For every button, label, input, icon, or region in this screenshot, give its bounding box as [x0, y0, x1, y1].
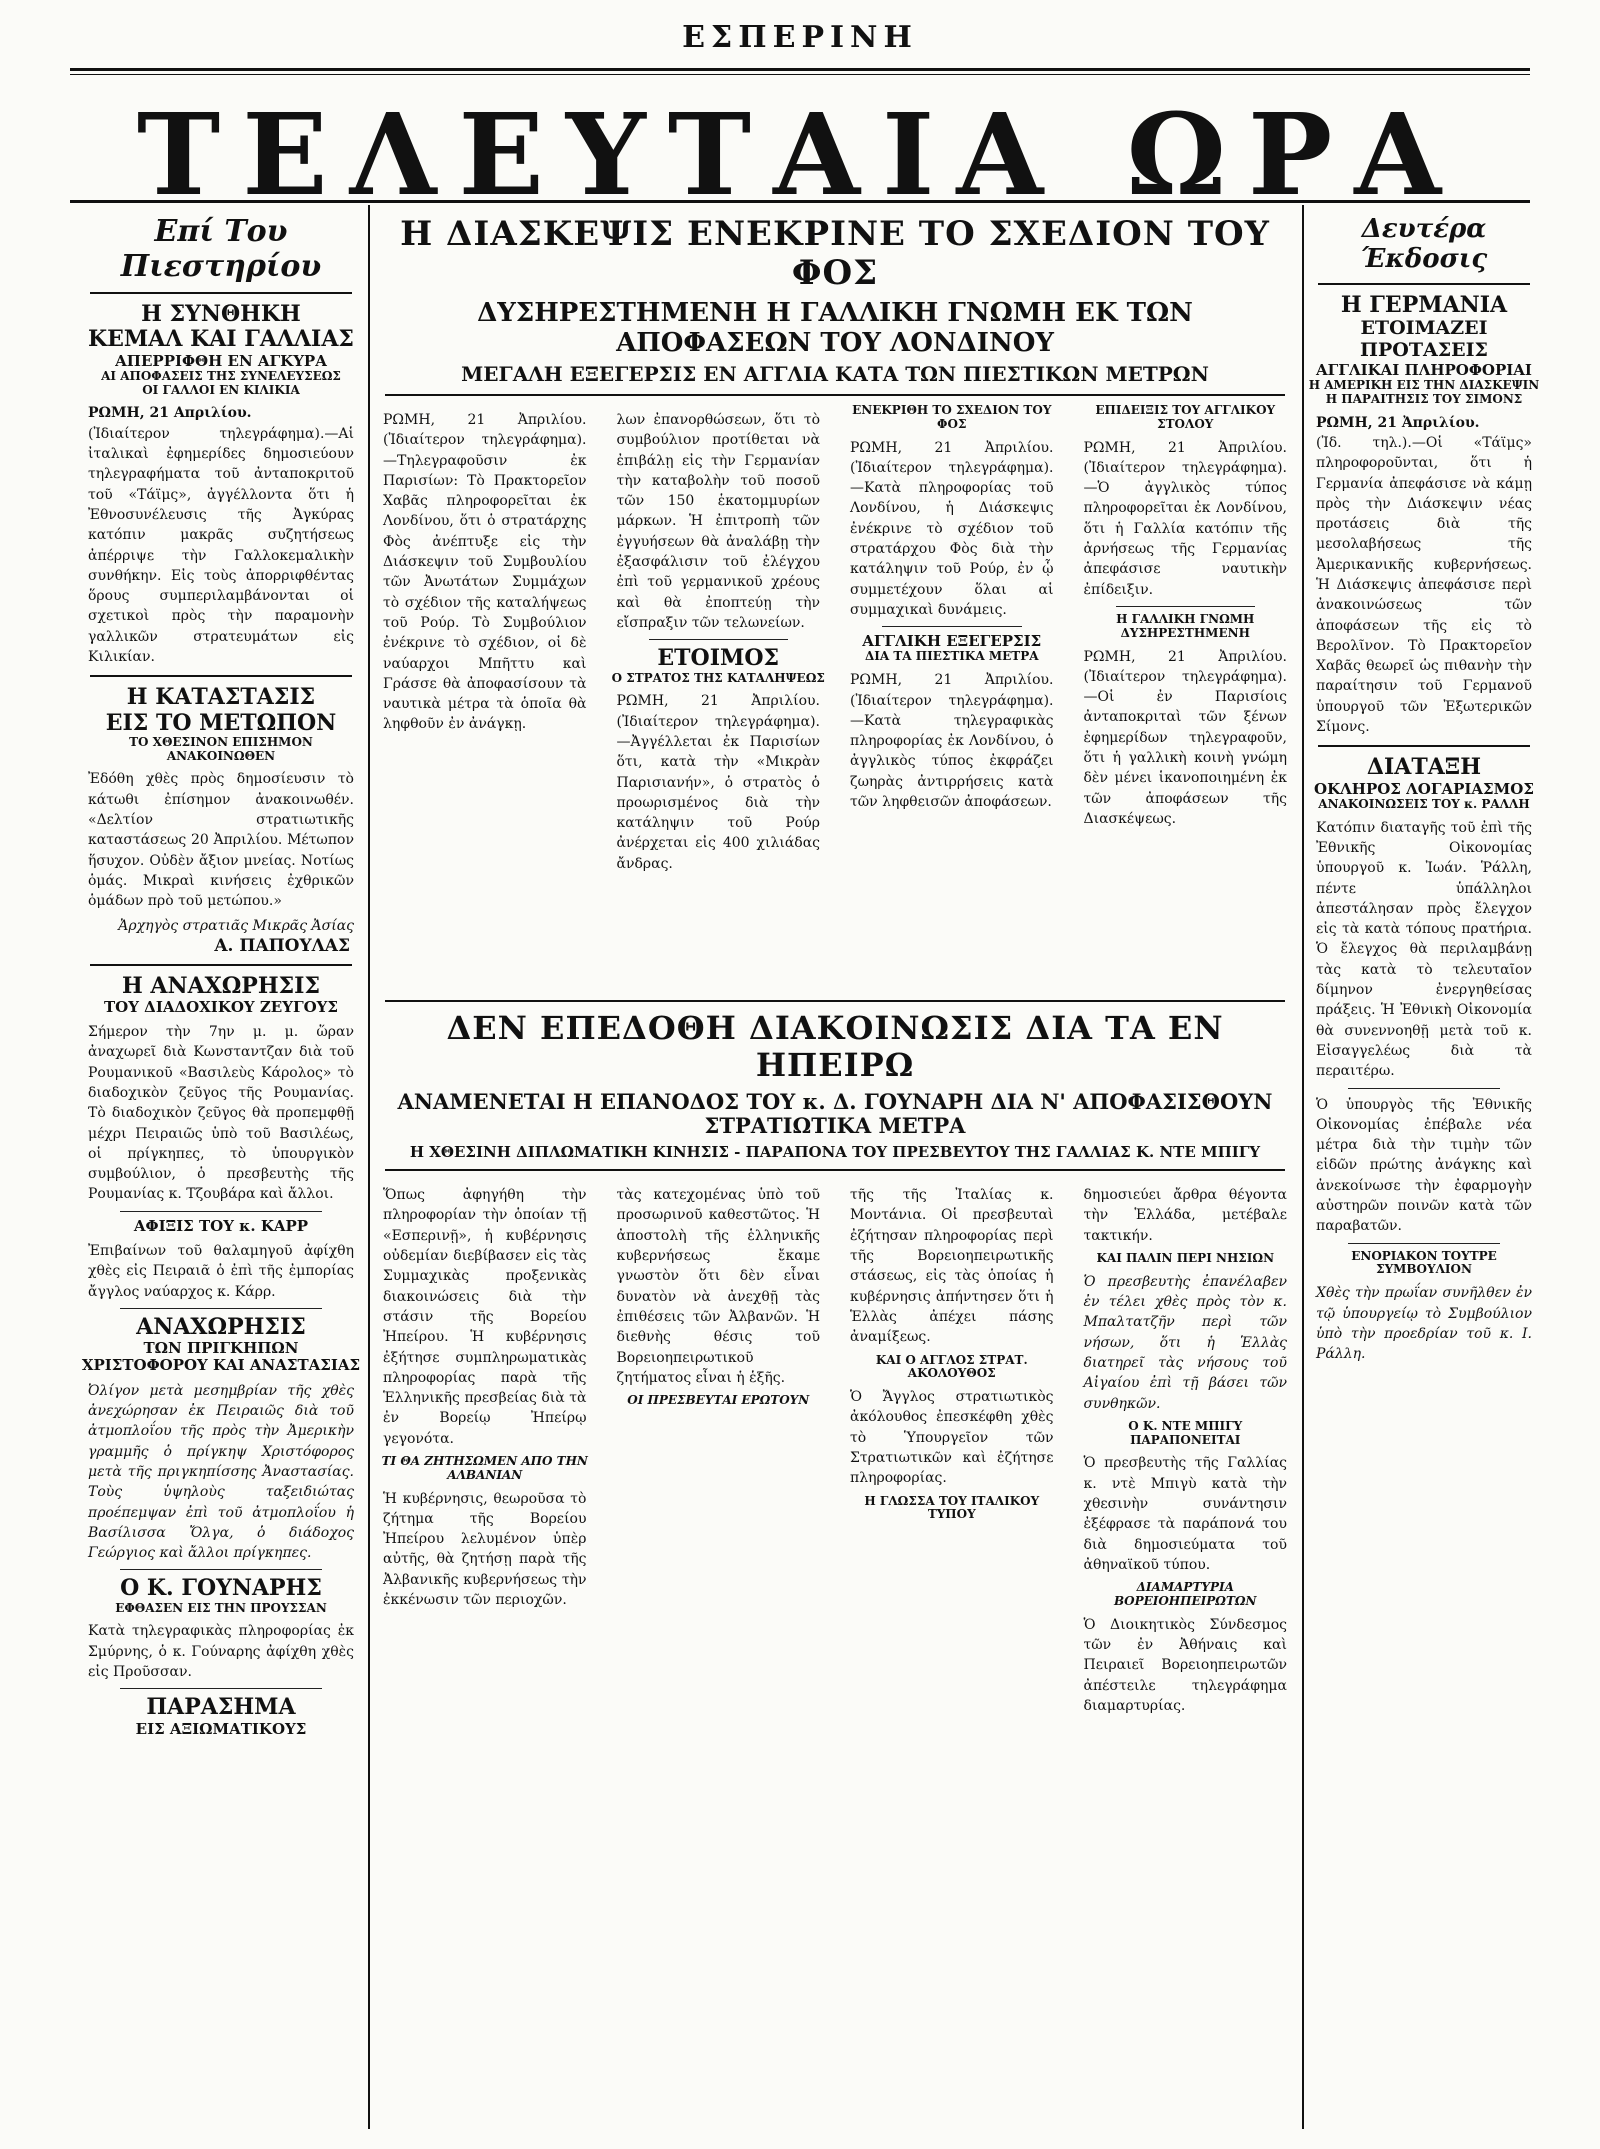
mid-headline: ΔΕΝ ΕΠΕΔΟΘΗ ΔΙΑΚΟΙΝΩΣΙΣ ΔΙΑ ΤΑ ΕΝ ΗΠΕΙΡΩ — [446, 1009, 1224, 1084]
right-column — [1308, 215, 1540, 2129]
story-body: Ὁ πρεσβευτὴς τῆς Γαλλίας κ. ντὲ Μπιγὺ κατὰ τὴν χθεσινὴν συνάντησιν ἐξέφρασε τὰ παράπονά του διὰ δημοσιεύματα τοῦ ἀθηναϊκοῦ τύπου. — [1083, 1455, 1287, 1573]
top-rule-thin — [70, 74, 1530, 75]
story-subhead: ΑΠΕΡΡΙΦΘΗ ΕΝ ΑΓΚΥΡΑ — [115, 351, 327, 370]
divider — [1318, 283, 1530, 285]
story-headline: ΚΕΜΑΛ ΚΑΙ ΓΑΛΛΙΑΣ — [88, 326, 354, 353]
story-headline: ΕΤΟΙΜΑΖΕΙ ΠΡΟΤΑΣΕΙΣ — [1360, 317, 1488, 361]
story-body: Ἐπιβαίνων τοῦ θαλαμηγοῦ ἀφίχθη χθὲς εἰς Πειραιᾶ ὁ ἐπὶ τῆς ἐμπορίας ἄγγλος ναύαρχος κ. Κάρρ. — [88, 1243, 354, 1300]
story-body: Σήμερον τὴν 7ην μ. μ. ὥραν ἀναχωρεῖ διὰ Κωνσταντζαν διὰ τοῦ Ρουμανικοῦ «Βασιλεὺς Κάρολος» τὸ διαδοχικὸν ζεῦγος τῆς Ρουμανίας. Τὸ διαδοχικὸν ζεῦγος θὰ προπεμφθῇ μέχρι Πειραιῶς ὑπὸ τοῦ Βασιλέως, οἱ πρίγκηπες, τὸ ὑπουργικὸν συμβούλιον, ὁ πρεσβευτὴς τῆς Ρουμανίας κ. Τζουβάρα καὶ ἄλλοι. — [88, 1024, 354, 1203]
story-title: ΠΑΡΑΣΗΜΑ — [146, 1694, 296, 1721]
story-body: ΡΩΜΗ, 21 Ἀπριλίου. (Ἰδιαίτερον τηλεγράφημα).—Ὁ ἀγγλικὸς τύπος πληροφορεῖται ἐκ Λονδίνου, ὅτι ἡ Γαλλία κατόπιν τῆς ἀρνήσεως τῆς Γερμανίας ἀπεφάσισε ναυτικὴν ἐπίδειξιν. — [1083, 439, 1287, 598]
story-body: δημοσιεύει ἄρθρα θέγοντα τὴν Ἑλλάδα, μετέβαλε τακτικήν. — [1083, 1187, 1287, 1244]
story-body: λων ἐπανορθώσεων, ὅτι τὸ συμβούλιον προτίθεται νὰ ἐπιβάλῃ εἰς τὴν Γερμανίαν τὴν καταβολὴν τοῦ ποσοῦ τῶν 150 ἑκατομμυρίων μάρκων. Ἡ ἐπιτροπὴ τῶν ἐγγυήσεων θὰ ἀναλάβῃ τὴν ἐξασφάλισιν τοῦ ἐλέγχου ἐπὶ τοῦ γερμανικοῦ χρέους καὶ θὰ ἐποπτεύῃ τὴν εἴσπραξιν τῶν τελωνείων. — [616, 411, 820, 631]
text-column — [1076, 404, 1296, 1054]
section-title: ΤΕΛΕΥΤΑΙΑ ΩΡΑ — [136, 90, 1464, 221]
text-column — [1076, 1179, 1296, 1722]
center-mid-columns — [375, 1179, 1295, 1722]
story-headline: ΕΝΟΡΙΑΚΟΝ ΤΟΥΤΡΕ ΣΥΜΒΟΥΛΙΟΝ — [1351, 1248, 1497, 1277]
story-title: Η ΚΑΤΑΣΤΑΣΙΣ — [126, 684, 316, 711]
kicker-left: Επί Του Πιεστηρίου — [120, 215, 322, 284]
story-subhead: ΟΙ ΠΡΕΣΒΕΥΤΑΙ ΕΡΩΤΟΥΝ — [627, 1393, 810, 1408]
story-body: Ὁ πρεσβευτὴς ἐπανέλαβεν ἐν τέλει χθὲς πρὸς τὸν κ. Μπαλτατζῆν περὶ τῶν νήσων, ὅτι ἡ Ἑλλὰς διατηρεῖ τὰς νήσους τοῦ Αἰγαίου ἐπὶ τῇ βάσει τῶν συνθηκῶν. — [1083, 1273, 1287, 1412]
story-subhead: ΕΦΘΑΣΕΝ ΕΙΣ ΤΗΝ ΠΡΟΥΣΣΑΝ — [115, 1600, 327, 1615]
story-body: τὰς κατεχομένας ὑπὸ τοῦ προσωρινοῦ καθεστῶτος. Ἡ ἀποστολὴ τῆς ἑλληνικῆς κυβερνήσεως ἔκαμε γνωστὸν ὅτι δὲν εἶναι δυνατὸν νὰ ἀνεχθῇ τὰς ἐπιθέσεις τῶν Ἀλβανῶν. Ἡ διεθνὴς θέσις τοῦ Βορειοηπειρωτικοῦ ζητήματος εἶναι ἡ ἑξῆς. — [616, 1187, 820, 1386]
story-title: ΔΙΑΤΑΞΗ — [1366, 754, 1482, 781]
story-body: Ἡ κυβέρνησις, θεωροῦσα τὸ ζήτημα τῆς Βορείου Ἠπείρου λελυμένον ὑπὲρ αὐτῆς, θὰ ζητήσῃ παρὰ τῆς Ἀλβανικῆς κυβερνήσεως τὴν ἐκκένωσιν τῶν περιοχῶν. — [383, 1490, 587, 1609]
story-headline: ΟΚΛΗΡΟΣ ΛΟΓΑΡΙΑΣΜΟΣ — [1314, 779, 1534, 798]
story-subhead: ΕΠΙΔΕΙΞΙΣ ΤΟΥ ΑΓΓΛΙΚΟΥ ΣΤΟΛΟΥ — [1095, 403, 1276, 431]
story-subhead: Η ΠΑΡΑΙΤΗΣΙΣ ΤΟΥ ΣΙΜΟΝΣ — [1325, 391, 1523, 406]
center-mid-story — [375, 1000, 1295, 2120]
main-subhead: ΔΥΣΗΡΕΣΤΗΜΕΝΗ Η ΓΑΛΛΙΚΗ ΓΝΩΜΗ ΕΚ ΤΩΝ ΑΠΟΦΑΣΕΩΝ ΤΟΥ ΛΟΝΔΙΝΟΥ — [477, 298, 1193, 359]
divider — [90, 292, 352, 294]
divider — [120, 1308, 322, 1309]
story-subhead: ΤΙ ΘΑ ΖΗΤΗΣΩΜΕΝ ΑΠΟ ΤΗΝ ΑΛΒΑΝΙΑΝ — [381, 1453, 588, 1482]
story-headline: ΤΩΝ ΠΡΙΓΚΗΠΩΝ ΧΡΙΣΤΟΦΟΡΟΥ ΚΑΙ ΑΝΑΣΤΑΣΙΑΣ — [81, 1339, 361, 1375]
divider — [120, 1569, 322, 1570]
divider — [385, 1000, 1285, 1002]
story-body: ΡΩΜΗ, 21 Ἀπριλίου. (Ἰδιαίτερον τηλεγράφημα).—Τηλεγραφοῦσιν ἐκ Παρισίων: Τὸ Πρακτορεῖον Χαβᾶς πληροφορεῖται ἐκ Λονδίνου, ὅτι ὁ στρατάρχης Φὸς ἀνέπτυξε εἰς τὴν Διάσκεψιν τοῦ Συμβουλίου τῶν Ἀνωτάτων Συμμάχων τὸ σχέδιον τῆς καταλήψεως τοῦ Ρούρ. Τὸ Συμβούλιον ἐνέκρινε τὸ σχέδιον, οἱ δὲ ναύαρχοι Μπῆττυ καὶ Γράσσε θὰ ἀποφασίσουν τὰ ναυτικὰ μέτρα τὰ ὁποῖα θὰ ληφθοῦν ἐν ἀνάγκῃ. — [383, 411, 587, 733]
story-dateline: ΡΩΜΗ, 21 Ἀπριλίου. — [1316, 414, 1480, 431]
story-body: Ὁ Ἄγγλος στρατιωτικὸς ἀκόλουθος ἐπεσκέφθη χθὲς τὸ Ὑπουργεῖον τῶν Στρατιωτικῶν καὶ ἐζήτησε πληροφορίας. — [850, 1389, 1054, 1487]
left-column — [80, 215, 362, 2129]
story-dateline: ΡΩΜΗ, 21 Απριλίου. — [88, 405, 252, 422]
main-deck: ΜΕΓΑΛΗ ΕΞΕΓΕΡΣΙΣ ΕΝ ΑΓΓΛΙΑ ΚΑΤΑ ΤΩΝ ΠΙΕΣΤΙΚΩΝ ΜΕΤΡΩΝ — [461, 361, 1209, 386]
text-column — [842, 404, 1062, 1054]
story-subhead: Η ΑΜΕΡΙΚΗ ΕΙΣ ΤΗΝ ΔΙΑΣΚΕΨΙΝ — [1308, 378, 1540, 393]
story-subhead: ΕΝΕΚΡΙΘΗ ΤΟ ΣΧΕΔΙΟΝ ΤΟΥ ΦΟΣ — [852, 403, 1052, 431]
story-subhead: Η ΓΑΛΛΙΚΗ ΓΝΩΜΗ ΔΥΣΗΡΕΣΤΗΜΕΝΗ — [1116, 611, 1255, 640]
text-column — [375, 404, 595, 1054]
story-body: Κατὰ τηλεγραφικὰς πληροφορίας ἐκ Σμύρνης, ὁ κ. Γούναρης ἀφίχθη χθὲς εἰς Προῦσσαν. — [88, 1623, 354, 1681]
story-body: Ἐδόθη χθὲς πρὸς δημοσίευσιν τὸ κάτωθι ἐπίσημον ἀνακοινωθέν. «Δελτίον στρατιωτικῆς καταστάσεως 20 Ἀπριλίου. Μέτωπον ἥσυχον. Οὐδὲν ἄξιον μνείας. Νοτίως ὁμάς. Μικραὶ κινήσεις ἐχθρικῶν ὁμάδων πρὸ τοῦ μετώπου.» — [88, 771, 354, 910]
divider — [385, 1169, 1285, 1171]
divider — [649, 639, 789, 640]
story-subhead: ΔΙΑΜΑΡΤΥΡΙΑ ΒΟΡΕΙΟΗΠΕΙΡΩΤΩΝ — [1113, 1580, 1257, 1609]
signature-line: Ἀρχηγὸς στρατιᾶς Μικρᾶς Ἀσίας — [118, 917, 354, 934]
story-title: Η ΓΕΡΜΑΝΙΑ — [1340, 291, 1508, 318]
story-title: ΑΝΑΧΩΡΗΣΙΣ — [136, 1313, 306, 1340]
story-body: Ὁ Διοικητικὸς Σύνδεσμος τῶν ἐν Ἀθήναις καὶ Πειραιεῖ Βορειοηπειρωτῶν ἀπέστειλε τηλεγράφημα διαμαρτυρίας. — [1083, 1616, 1287, 1715]
signature-name: Α. ΠΑΠΟΥΛΑΣ — [214, 935, 350, 956]
kicker-right: Δευτέρα Έκδοσις — [1360, 215, 1488, 274]
divider — [385, 394, 1285, 396]
center-top-columns — [375, 404, 1295, 1054]
story-headline: ΑΓΓΛΙΚΗ ΕΞΕΓΕΡΣΙΣ — [862, 632, 1042, 651]
masthead-bottom-rule — [70, 200, 1530, 203]
story-headline: ΕΤΟΙΜΟΣ — [657, 645, 780, 672]
center-top-story — [375, 215, 1295, 1054]
story-subhead: ΚΑΙ Ο ΑΓΓΛΟΣ ΣΤΡΑΤ. ΑΚΟΛΟΥΘΟΣ — [875, 1352, 1028, 1381]
paper-name: ΕΣΠΕΡΙΝΗ — [682, 20, 918, 55]
story-subhead: ΑΓΓΛΙΚΑΙ ΠΛΗΡΟΦΟΡΙΑΙ — [1316, 360, 1532, 379]
divider — [120, 1211, 322, 1212]
column-divider-right — [1302, 205, 1304, 2129]
story-body: Ὀλίγον μετὰ μεσημβρίαν τῆς χθὲς ἀνεχώρησαν ἐκ Πειραιῶς διὰ τοῦ ἀτμοπλοΐου τῆς πρὸς τὴν Ἀμερικὴν γραμμῆς ὁ πρίγκηψ Χριστόφορος μετὰ τῆς πριγκηπίσσης Ἀναστασίας. Τοὺς ὑψηλοὺς ταξειδιώτας προέπεμψαν ἐπὶ τοῦ ἀτμοπλοΐου ἡ Βασίλισσα Ὄλγα, ὁ διάδοχος Γεώργιος καὶ ἄλλοι πρίγκηπες. — [88, 1382, 354, 1562]
story-subhead: ΤΟ ΧΘΕΣΙΝΟΝ ΕΠΙΣΗΜΟΝ ΑΝΑΚΟΙΝΩΘΕΝ — [129, 734, 313, 763]
story-subhead: ΔΙΑ ΤΑ ΠΙΕΣΤΙΚΑ ΜΕΤΡΑ — [864, 649, 1039, 664]
story-body: ΡΩΜΗ, 21 Ἀπριλίου. (Ἰδιαίτερον τηλεγράφημα).—Ἀγγέλλεται ἐκ Παρισίων ὅτι, κατὰ τὴν «Μικρὰν Παρισιανήν», ὁ στρατὸς ὁ προωρισμένος διὰ τὴν κατάληψιν τοῦ Ρούρ ἀνέρχεται εἰς 400 χιλιάδας ἄνδρας. — [616, 693, 820, 872]
divider — [1348, 1243, 1500, 1244]
story-body: ΡΩΜΗ, 21 Ἀπριλίου. (Ἰδιαίτερον τηλεγράφημα).—Κατὰ πληροφορίας τοῦ Λονδίνου, ἡ Διάσκεψις ἐνέκρινε τὸ σχέδιον τοῦ στρατάρχου Φὸς διὰ τὴν κατάληψιν τοῦ Ρούρ, ἐν ᾧ συμμετέχουν ὅλαι αἱ συμμαχικαὶ δυνάμεις. — [850, 439, 1054, 618]
text-column — [609, 404, 829, 1054]
story-body: ΡΩΜΗ, 21 Ἀπριλίου. (Ἰδιαίτερον τηλεγράφημα).—Οἱ ἐν Παρισίοις ἀνταποκριταὶ τῶν ξένων ἐφημερίδων τηλεγραφοῦν, ὅτι ἡ γαλλικὴ κοινὴ γνώμη δὲν μένει ἱκανοποιημένη ἐκ τῶν ἀποφάσεων τῆς Διασκέψεως. — [1083, 648, 1287, 827]
story-subhead: Η ΓΛΩΣΣΑ ΤΟΥ ΙΤΑΛΙΚΟΥ ΤΥΠΟΥ — [864, 1493, 1040, 1522]
story-subhead: ΑΝΑΚΟΙΝΩΣΕΙΣ ΤΟΥ κ. ΡΑΛΛΗ — [1318, 796, 1530, 811]
divider — [120, 1688, 322, 1689]
story-body: Κατόπιν διαταγῆς τοῦ ἐπὶ τῆς Ἐθνικῆς Οἰκονομίας ὑπουργοῦ κ. Ἰωάν. Ῥάλλη, πέντε ὑπάλληλοι ἀπεστάλησαν πρὸς ἔλεγχον εἰς τὰ κατὰ τόπους πρατήρια. Ὁ ἔλεγχος θὰ περιλαμβάνῃ τὰς κατὰ τὸ τελευταῖον δίμηνον ἐνεργηθείσας πράξεις. Ἡ Ἐθνικὴ Οἰκονομία θὰ συνεννοηθῇ μετὰ τοῦ κ. Εἰσαγγελέως διὰ τὰ περαιτέρω. — [1316, 819, 1532, 1080]
story-subhead: Ο ΣΤΡΑΤΟΣ ΤΗΣ ΚΑΤΑΛΗΨΕΩΣ — [611, 670, 825, 685]
story-title: Η ΣΥΝΘΗΚΗ — [141, 301, 301, 327]
divider — [90, 964, 352, 966]
divider — [1318, 745, 1530, 747]
story-body: Χθὲς τὴν πρωΐαν συνῆλθεν ἐν τῷ ὑπουργείῳ τὸ Συμβούλιον ὑπὸ τὴν προεδρίαν τοῦ κ. Ι. Ράλλη. — [1316, 1285, 1532, 1363]
divider — [90, 675, 352, 677]
story-headline: ΤΟΥ ΔΙΑΔΟΧΙΚΟΥ ΖΕΥΓΟΥΣ — [104, 997, 338, 1016]
text-column — [375, 1179, 595, 1722]
story-headline: Ο Κ. ΓΟΥΝΑΡΗΣ — [120, 1575, 322, 1602]
story-body: Ὁ ὑπουργὸς τῆς Ἐθνικῆς Οἰκονομίας ἐπέβαλε νέα μέτρα διὰ τὴν τιμὴν τῶν εἰδῶν πρώτης ἀνάγκης καὶ ἀνεκοίνωσε τὴν ἐφαρμογὴν αὐστηρῶν ποινῶν κατὰ τῶν παραβατῶν. — [1316, 1096, 1532, 1235]
story-body: (Ἰδ. τηλ.).—Οἱ «Τάϊμς» πληροφοροῦνται, ὅτι ἡ Γερμανία ἀπεφάσισε νὰ κάμῃ πρὸς τὴν Διάσκεψιν νέας προτάσεις διὰ τῆς μεσολαβήσεως τῆς Ἀμερικανικῆς κυβερνήσεως. Ἡ Διάσκεψις ἀπεφάσισε περὶ ἀνακοινώσεως τῶν ἀποφάσεων τῆς εἰς τὸ Βερολῖνον. Τὸ Πρακτορεῖον Χαβᾶς θεωρεῖ ὡς πιθανὴν τὴν παραίτησιν τοῦ Γερμανοῦ ὑπουργοῦ τῶν Ἐξωτερικῶν Σίμονς. — [1316, 434, 1532, 736]
story-headline: ΕΙΣ ΤΟ ΜΕΤΩΠΟΝ — [105, 709, 337, 736]
top-rule — [70, 68, 1530, 71]
story-subhead: ΚΑΙ ΠΑΛΙΝ ΠΕΡΙ ΝΗΣΙΩΝ — [1096, 1251, 1275, 1266]
main-headline: Η ΔΙΑΣΚΕΨΙΣ ΕΝΕΚΡΙΝΕ ΤΟ ΣΧΕΔΙΟΝ ΤΟΥ ΦΟΣ — [400, 214, 1270, 294]
divider — [1348, 1088, 1500, 1089]
story-body: (Ἰδιαίτερον τηλεγράφημα).—Αἱ ἰταλικαὶ ἐφημερίδες δημοσιεύουν τηλεγραφήματα τοῦ ἀνταποκριτοῦ τοῦ «Τάϊμς», ἀγγέλλοντα ὅτι ἡ Ἐθνοσυνέλευσις τῆς Ἀγκύρας κατόπιν μακρᾶς συζητήσεως ἀπέρριψε τὴν Γαλλοκεμαλικὴν συνθήκην. Εἰς τοὺς ἀπορριφθέντας ὅρους συμπεριλαμβάνονται οἱ σχετικοὶ πρὸς τὴν παραμονὴν γαλλικῶν στρατευμάτων εἰς Κιλικίαν. — [88, 425, 354, 665]
mid-deck: Η ΧΘΕΣΙΝΗ ΔΙΠΛΩΜΑΤΙΚΗ ΚΙΝΗΣΙΣ - ΠΑΡΑΠΟΝΑ ΤΟΥ ΠΡΕΣΒΕΥΤΟΥ ΤΗΣ ΓΑΛΛΙΑΣ Κ. ΝΤΕ ΜΠΙΓΥ — [409, 1142, 1261, 1161]
story-body: Ὅπως ἀφηγήθη τὴν πληροφορίαν τὴν ὁποίαν τῇ «Εσπερινῇ», ἡ κυβέρνησις οὐδεμίαν διεβίβασεν εἰς τὰς Συμμαχικὰς προξενικὰς διακοινώσεις διὰ τὴν στάσιν τῆς Βορείου Ἠπείρου. Ἡ κυβέρνησις ἐξήτησε συμπληρωματικὰς πληροφορίας παρὰ τῆς Ἑλληνικῆς πρεσβείας διὰ τὰ ἐν Βορείῳ Ἠπείρῳ γεγονότα. — [383, 1187, 587, 1447]
story-headline: ΑΦΙΞΙΣ ΤΟΥ κ. ΚΑΡΡ — [133, 1216, 309, 1235]
divider — [1116, 606, 1256, 607]
text-column — [842, 1179, 1062, 1722]
story-subhead: ΑΙ ΑΠΟΦΑΣΕΙΣ ΤΗΣ ΣΥΝΕΛΕΥΣΕΩΣ — [101, 368, 341, 383]
story-headline: ΕΙΣ ΑΞΙΩΜΑΤΙΚΟΥΣ — [135, 1719, 307, 1738]
mid-subhead: ΑΝΑΜΕΝΕΤΑΙ Η ΕΠΑΝΟΔΟΣ ΤΟΥ κ. Δ. ΓΟΥΝΑΡΗ ΔΙΑ Ν' ΑΠΟΦΑΣΙΣΘΟΥΝ ΣΤΡΑΤΙΩΤΙΚΑ ΜΕΤΡΑ — [397, 1088, 1273, 1138]
story-body: ΡΩΜΗ, 21 Ἀπριλίου. (Ἰδιαίτερον τηλεγράφημα).—Κατὰ τηλεγραφικὰς πληροφορίας ἐκ Λονδίνου, ὁ ἀγγλικὸς τύπος ἐκφράζει ζωηρὰς ἀντιρρήσεις κατὰ τῶν ληφθεισῶν ἀποφάσεων. — [850, 672, 1054, 811]
column-divider-left — [368, 205, 370, 2129]
story-body: τῆς τῆς Ἰταλίας κ. Μοντάνια. Οἱ πρεσβευταὶ ἐζήτησαν πληροφορίας περὶ τῆς Βορειοηπειρωτικῆς στάσεως, εἰς τὰς ὁποίας ἡ κυβέρνησις ἀπήντησεν ὅτι ἡ Ἑλλὰς ἀπέχει πάσης ἀναμίξεως. — [850, 1187, 1054, 1346]
story-title: Η ΑΝΑΧΩΡΗΣΙΣ — [121, 972, 321, 999]
story-subhead: Ο Κ. ΝΤΕ ΜΠΙΓΥ ΠΑΡΑΠΟΝΕΙΤΑΙ — [1128, 1418, 1243, 1447]
text-column — [609, 1179, 829, 1722]
divider — [882, 626, 1022, 627]
story-subhead: ΟΙ ΓΑΛΛΟΙ ΕΝ ΚΙΛΙΚΙΑ — [142, 382, 300, 397]
